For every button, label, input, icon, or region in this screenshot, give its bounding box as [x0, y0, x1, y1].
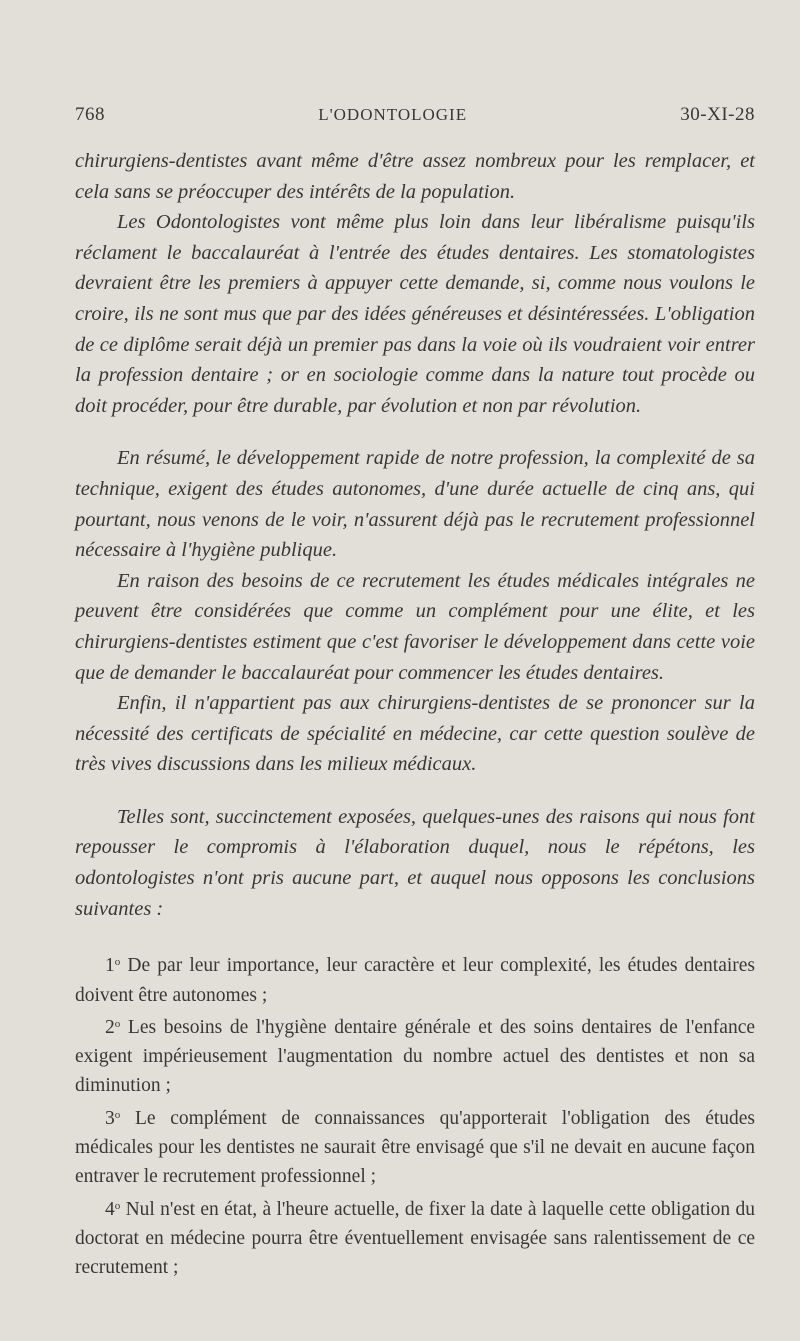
page-body	[75, 146, 755, 1283]
journal-title: L'ODONTOLOGIE	[318, 105, 468, 124]
paragraph-continuation: chirurgiens-dentistes avant même d'être assez nombreux pour les remplacer, et cela sans se préoccuper des intérêts de la population.	[75, 150, 755, 203]
issue-date: 30-XI-28	[680, 104, 755, 125]
paragraph-enfin: Enfin, il n'appartient pas aux chirurgiens-dentistes de se prononcer sur la nécessité des certificats de spécialité en médecine, car cette question soulève de très vives discussions dans les milieux médicaux.	[75, 692, 755, 776]
conclusion-text: Nul n'est en état, à l'heure actuelle, de fixer la date à laquelle cette obligation du doctorat en médecine pourra être éventuellement envisagée sans ralentissement de ce recrutement ;	[75, 1198, 755, 1279]
conclusion-text: De par leur importance, leur caractère et leur complexité, les études dentaires doivent être autonomes ;	[75, 955, 756, 1006]
conclusion-text: Les besoins de l'hygiène dentaire générale et des soins dentaires de l'enfance exigent impérieusement l'augmentation du nombre actuel des dentistes et non sa diminution ;	[75, 1016, 756, 1097]
conclusion-item: 2$^o$ Les besoins de l'hygiène dentaire générale et des soins dentaires de l'enfance exigent impérieusement l'augmentation du nombre actuel des dentistes et non sa diminution ;	[75, 1016, 756, 1097]
conclusion-item: 4$^o$ Nul n'est en état, à l'heure actuelle, de fixer la date à laquelle cette obligation du doctorat en médecine pourra être éventuellement envisagée sans ralentissement de ce recrutement ;	[75, 1198, 755, 1279]
paragraph-recrutement: En raison des besoins de ce recrutement les études médicales intégrales ne peuvent être considérées que comme un complément pour une élite, et les chirurgiens-dentistes estiment que c'est favoriser le développement dans cette voie que de demander le baccalauréat pour commencer les études dentaires.	[75, 569, 755, 684]
conclusion-item: 1$^o$ De par leur importance, leur caractère et leur complexité, les études dentaires doivent être autonomes ;	[75, 955, 756, 1006]
page-number: 768	[75, 104, 105, 125]
paragraph-odontologistes: Les Odontologistes vont même plus loin dans leur libéralisme puisqu'ils réclament le baccalauréat à l'entrée des études dentaires. Les stomatologistes devraient être les premiers à appuyer cette demande, si, comme nous voulons le croire, ils ne sont mus que par des idées généreuses et désintéressées. L'obligation de ce diplôme serait déjà un premier pas dans la voie où ils voudraient voir entrer la profession dentaire ; or en sociologie comme dans la nature tout procède ou doit procéder, pour être durable, par évolution et non par révolution.	[75, 211, 755, 417]
running-header	[75, 104, 755, 126]
conclusion-item: 3$^o$ Le complément de connaissances qu'apporterait l'obligation des études médicales pour les dentistes ne saurait être envisagé que s'il ne devait en aucune façon entraver le recrutement professionnel ;	[75, 1107, 756, 1188]
conclusion-text: Le complément de connaissances qu'apporterait l'obligation des études médicales pour les dentistes ne saurait être envisagé que s'il ne devait en aucune façon entraver le recrutement professionnel ;	[75, 1107, 756, 1188]
paragraph-resume: En résumé, le développement rapide de notre profession, la complexité de sa technique, exigent des études autonomes, d'une durée actuelle de cinq ans, qui pourtant, nous venons de le voir, n'assurent déjà pas le recrutement professionnel nécessaire à l'hygiène publique.	[75, 447, 755, 562]
paragraph-telles-sont: Telles sont, succinctement exposées, quelques-unes des raisons qui nous font repousser le compromis à l'élaboration duquel, nous le répétons, les odontologistes n'ont pris aucune part, et auquel nous opposons les conclusions suivantes :	[75, 805, 755, 920]
